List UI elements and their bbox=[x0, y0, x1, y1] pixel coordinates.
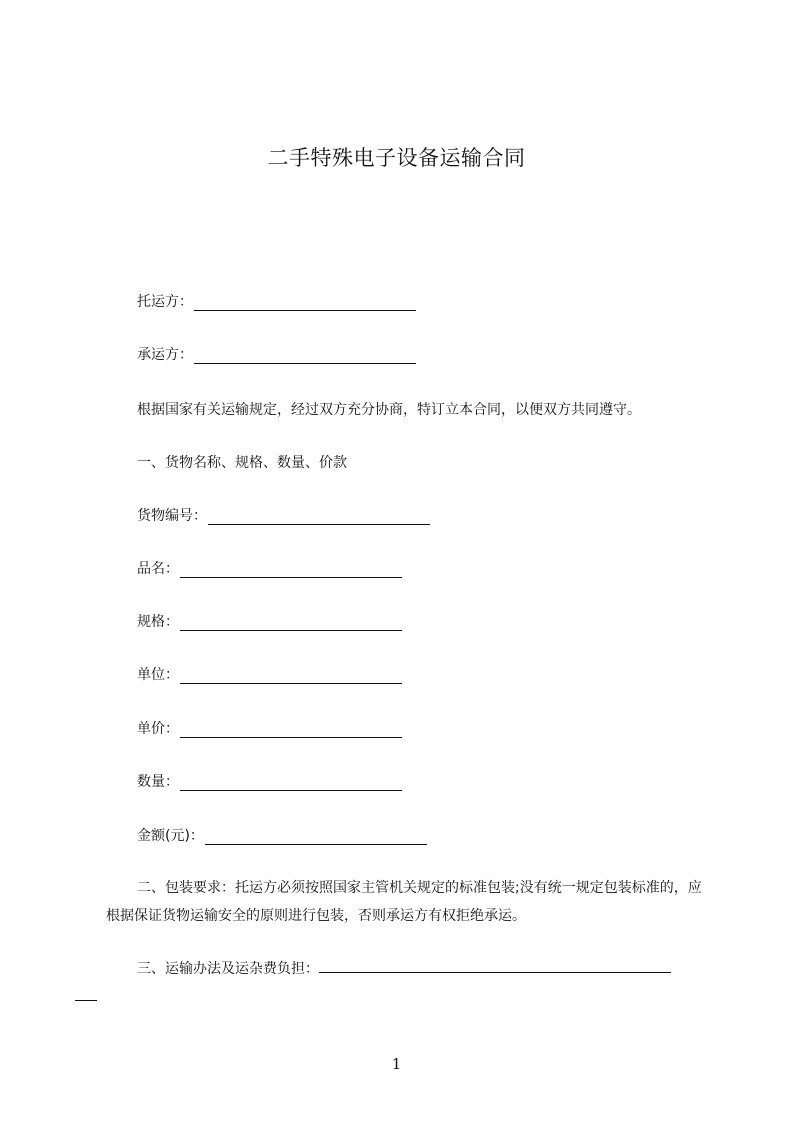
unit-price-field bbox=[137, 718, 402, 738]
amount-field bbox=[137, 825, 427, 845]
section2-clause: 二、包装要求：托运方必须按照国家主管机关规定的标准包装;没有统一规定包装标准的，应根据保证货物运输安全的原则进行包装，否则承运方有权拒绝承运。 bbox=[106, 880, 702, 924]
section3-blank-continued[interactable] bbox=[75, 986, 97, 1001]
amount-blank[interactable] bbox=[205, 830, 427, 845]
unit-label: 单位： bbox=[137, 667, 179, 683]
quantity-label: 数量： bbox=[137, 774, 179, 790]
unit-price-blank[interactable] bbox=[180, 723, 402, 738]
name-label: 品名： bbox=[137, 561, 179, 577]
unit-blank[interactable] bbox=[180, 669, 402, 684]
shipper-blank[interactable] bbox=[194, 296, 416, 311]
shipper-label: 托运方： bbox=[137, 294, 193, 310]
carrier-blank[interactable] bbox=[194, 349, 416, 364]
page-number: 1 bbox=[391, 1055, 402, 1073]
carrier-label: 承运方： bbox=[137, 347, 193, 363]
name-blank[interactable] bbox=[180, 563, 402, 578]
unit-price-label: 单价： bbox=[137, 721, 179, 737]
amount-label: 金额(元)： bbox=[137, 828, 204, 844]
preamble: 根据国家有关运输规定，经过双方充分协商，特订立本合同，以便双方共同遵守。 bbox=[137, 402, 641, 418]
goods-no-label: 货物编号： bbox=[137, 508, 207, 524]
spec-field bbox=[137, 611, 402, 631]
name-field bbox=[137, 558, 402, 578]
spec-blank[interactable] bbox=[180, 616, 402, 631]
carrier-field bbox=[137, 344, 416, 364]
unit-field bbox=[137, 664, 402, 684]
quantity-field bbox=[137, 771, 402, 791]
goods-no-blank[interactable] bbox=[208, 510, 430, 525]
shipper-field bbox=[137, 291, 416, 311]
section3-label: 三、运输办法及运杂费负担： bbox=[137, 961, 319, 977]
section3-blank[interactable] bbox=[319, 958, 671, 973]
document-title: 二手特殊电子设备运输合同 bbox=[267, 146, 526, 170]
section1-heading: 一、货物名称、规格、数量、价款 bbox=[137, 455, 347, 471]
goods-no-field bbox=[137, 505, 430, 525]
section3-clause bbox=[106, 955, 710, 1011]
spec-label: 规格： bbox=[137, 614, 179, 630]
quantity-blank[interactable] bbox=[180, 776, 402, 791]
